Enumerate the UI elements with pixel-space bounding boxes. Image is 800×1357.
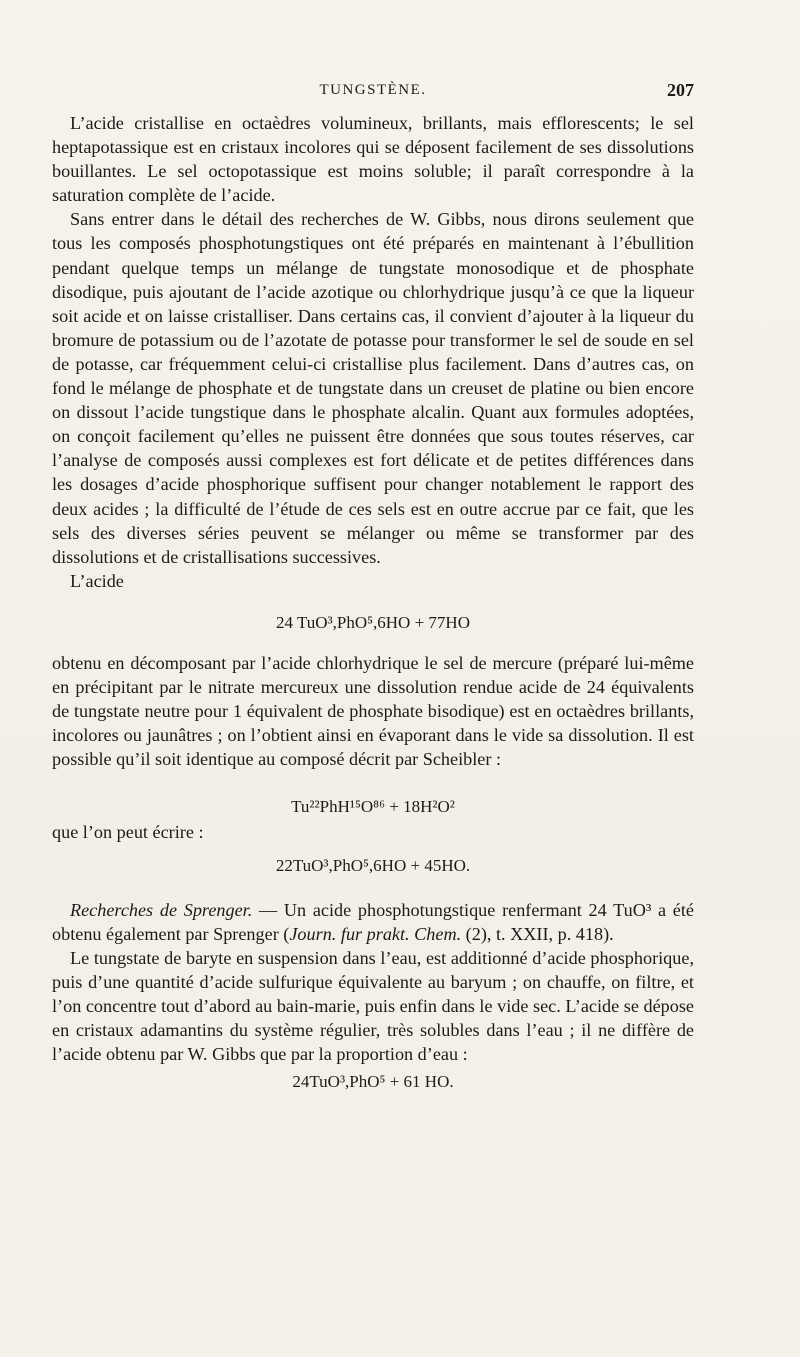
paragraph-sprenger <box>52 898 694 946</box>
paragraph-mercury-salt: obtenu en décomposant par l’acide chlorhydrique le sel de mercure (préparé lui-même en précipitant par le nitrate mercureux une dissolution rendue acide de 24 équivalents de tungstate neutre pour 1 équivalent de phosphate bisodique) est en octaèdres brillants, incolores ou jaunâtres ; on l’obtient ainsi en évaporant dans le vide sa dissolution. Il est possible qu’il soit identique au composé décrit par Scheibler : <box>52 652 694 770</box>
formula-acid: 24 TuO³,PhO⁵,6HO + 77HO <box>276 612 470 632</box>
sprenger-text: — Un acide phosphotungstique renfermant 24 TuO³ a été obtenu également par Sprenger ( <box>52 899 694 944</box>
paragraph-baryta-method: Le tungstate de baryte en suspension dans l’eau, est additionné d’acide phosphorique, puis d’une quantité d’acide sulfurique équivalente au baryum ; on chauffe, on filtre, et l’on concentre tout d’abord au bain-marie, puis enfin dans le vide sec. L’acide se dépose en cristaux adamantins du système régulier, très solubles dans l’eau ; il ne diffère de l’acide obtenu par W. Gibbs que par la proportion d’eau : <box>52 947 694 1065</box>
formula-scheibler: Tu²²PhH¹⁵O⁸⁶ + 18H²O² <box>291 797 455 817</box>
paragraph-acid-intro: L’acide <box>70 570 124 591</box>
paragraph-crystallisation: L’acide cristallise en octaèdres volumineux, brillants, mais efflorescents; le sel heptapotassique est en cristaux incolores qui se déposent facilement de ses dissolutions bouillantes. Le sel octopotassique est moins soluble; il paraît correspondre à la saturation complète de l’acide. <box>52 113 694 206</box>
paragraph-can-write: que l’on peut écrire : <box>52 821 204 842</box>
running-title: TUNGSTÈNE. <box>319 82 427 98</box>
journal-title: Journ. fur prakt. Chem. <box>289 923 462 944</box>
sprenger-reference: (2), t. XXII, p. 418). <box>461 923 614 944</box>
body-text <box>52 111 694 1094</box>
running-head <box>52 80 694 102</box>
formula-alternate: 22TuO³,PhO⁵,6HO + 45HO. <box>275 855 471 875</box>
paragraph-gibbs-research: Sans entrer dans le détail des recherches de W. Gibbs, nous dirons seulement que tous les composés phosphotungstiques ont été préparés en maintenant à l’ébullition pendant quelque temps un mélange de tungstate monosodique et de phosphate disodique, puis ajoutant de l’acide azotique ou chlorhydrique jusqu’à ce que la liqueur soit acide et on laisse cristalliser. Dans certains cas, il convient d’ajouter à la liqueur du bromure de potassium ou de l’azotate de potasse pour transformer le sel de soude en sel de potasse, car fréquemment celui-ci cristallise plus facilement. Dans d’autres cas, on fond le mélange de phosphate et de tungstate dans un creuset de platine ou bien encore on dissout l’acide tungstique dans le phosphate alcalin. Quant aux formules adoptées, on conçoit facilement qu’elles ne puissent être données que sous toutes réserves, car l’analyse de composés aussi complexes est fort délicate et de petites différences dans les dosages d’acide phosphorique suffisent pour changer notablement le rapport des deux acides ; la difficulté de l’étude de ces sels est en outre accrue par ce fait, que les sels des diverses séries peuvent se mélanger ou même se transformer par des dissolutions et de cristallisations successives. <box>52 209 694 567</box>
formula-sprenger: 24TuO³,PhO⁵ + 61 HO. <box>292 1072 454 1092</box>
page-number: 207 <box>667 80 694 100</box>
section-title-sprenger: Recherches de Sprenger. <box>70 899 253 920</box>
